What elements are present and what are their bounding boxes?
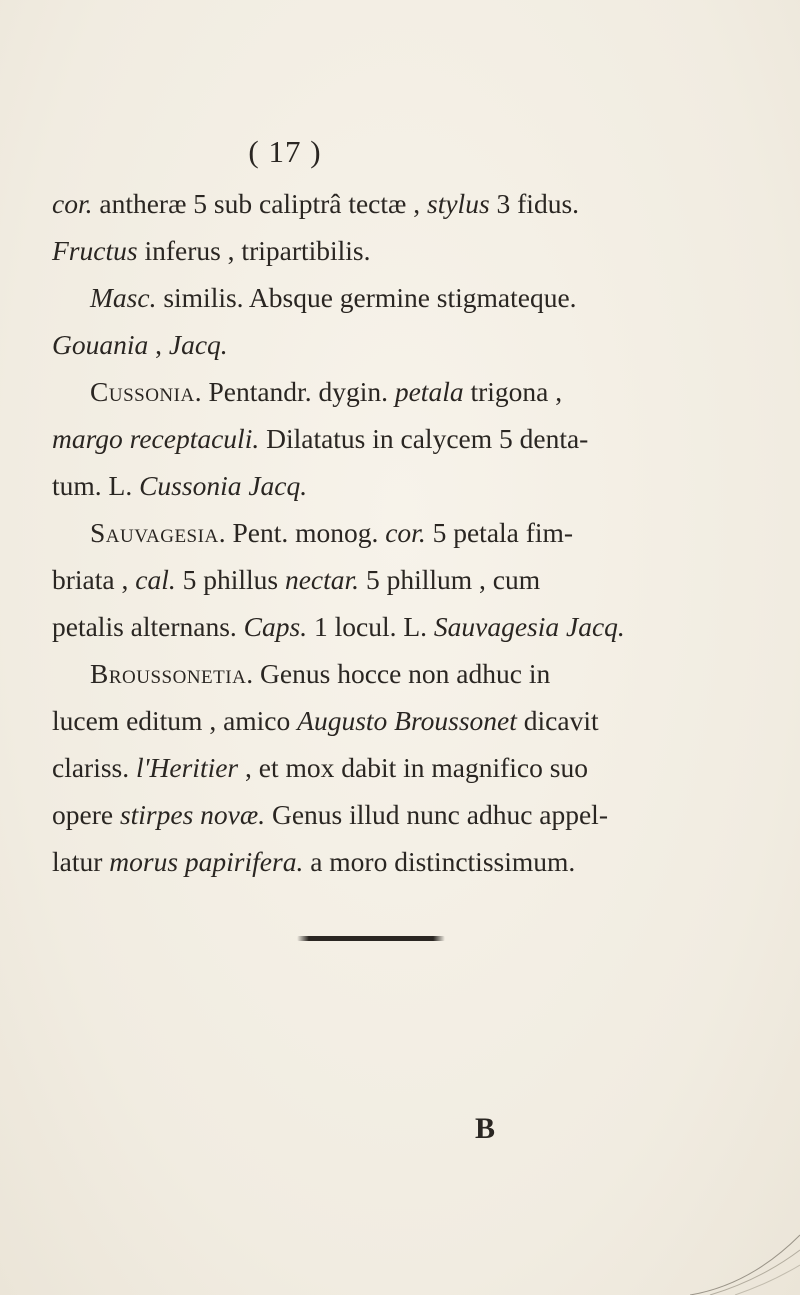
page-number: ( 17 ) xyxy=(248,134,322,169)
text-run: opere xyxy=(52,799,120,830)
body-text xyxy=(52,180,752,885)
text-run: 3 fidus. xyxy=(489,188,580,219)
text-line xyxy=(52,744,752,791)
genus-heading: Cussonia xyxy=(90,376,195,407)
section-divider-rule xyxy=(297,936,445,941)
text-run: lucem editum , amico xyxy=(52,705,298,736)
genus-heading: Sauvagesia xyxy=(90,517,219,548)
text-line xyxy=(52,791,752,838)
text-line xyxy=(52,368,752,415)
text-line xyxy=(52,603,752,650)
text-line xyxy=(52,415,752,462)
text-line xyxy=(52,321,752,368)
italic-text: Cussonia Jacq. xyxy=(139,470,308,501)
text-run: latur xyxy=(52,846,110,877)
text-run: a moro distinctissimum. xyxy=(303,846,576,877)
text-run: , et mox dabit in magnifico suo xyxy=(238,752,588,783)
text-line xyxy=(52,227,752,274)
text-line xyxy=(52,556,752,603)
italic-text: margo receptaculi. xyxy=(52,423,260,454)
italic-text: l'Heritier xyxy=(136,752,239,783)
text-run: 5 petala fim- xyxy=(425,517,574,548)
text-line xyxy=(52,650,752,697)
italic-text: Sauvagesia Jacq. xyxy=(433,611,625,642)
text-run: Genus illud nunc adhuc appel- xyxy=(265,799,608,830)
text-line xyxy=(52,462,752,509)
text-run: briata , xyxy=(52,564,136,595)
text-run: petalis alternans. xyxy=(52,611,244,642)
text-run: . Genus hocce non adhuc in xyxy=(246,658,551,689)
italic-text: Masc. xyxy=(90,282,157,313)
text-run: clariss. xyxy=(52,752,137,783)
genus-heading: Broussonetia xyxy=(90,658,247,689)
italic-text: Jacq. xyxy=(168,329,228,360)
text-run: antheræ 5 sub caliptrâ tectæ , xyxy=(92,188,427,219)
text-line xyxy=(52,180,752,227)
italic-text: stylus xyxy=(427,188,490,219)
text-run: , xyxy=(148,329,169,360)
text-run: 1 locul. L. xyxy=(307,611,434,642)
italic-text: cor. xyxy=(52,188,93,219)
italic-text: Gouania xyxy=(52,329,149,360)
page-curl-decoration xyxy=(690,1225,800,1295)
italic-text: Augusto Broussonet xyxy=(297,705,517,736)
text-run: . Pentandr. dygin. xyxy=(194,376,395,407)
italic-text: Fructus xyxy=(52,235,138,266)
text-run: inferus , tripartibilis. xyxy=(137,235,371,266)
text-line xyxy=(52,697,752,744)
text-run: tum. L. xyxy=(52,470,140,501)
text-run: 5 phillum , cum xyxy=(359,564,541,595)
italic-text: cor. xyxy=(385,517,426,548)
text-run: Dilatatus in calycem 5 denta- xyxy=(259,423,589,454)
italic-text: stirpes novæ. xyxy=(119,799,266,830)
text-line xyxy=(52,838,752,885)
text-run: . Pent. monog. xyxy=(218,517,386,548)
text-run: dicavit xyxy=(516,705,599,736)
text-run: trigona , xyxy=(463,376,563,407)
italic-text: Caps. xyxy=(243,611,308,642)
text-line xyxy=(52,509,752,556)
italic-text: petala xyxy=(394,376,464,407)
italic-text: nectar. xyxy=(284,564,360,595)
text-run: 5 phillus xyxy=(175,564,285,595)
text-line xyxy=(52,274,752,321)
italic-text: cal. xyxy=(135,564,176,595)
italic-text: morus papirifera. xyxy=(109,846,304,877)
text-run: similis. Absque germine stigmateque. xyxy=(156,282,577,313)
printer-signature-mark: B xyxy=(475,1112,496,1145)
